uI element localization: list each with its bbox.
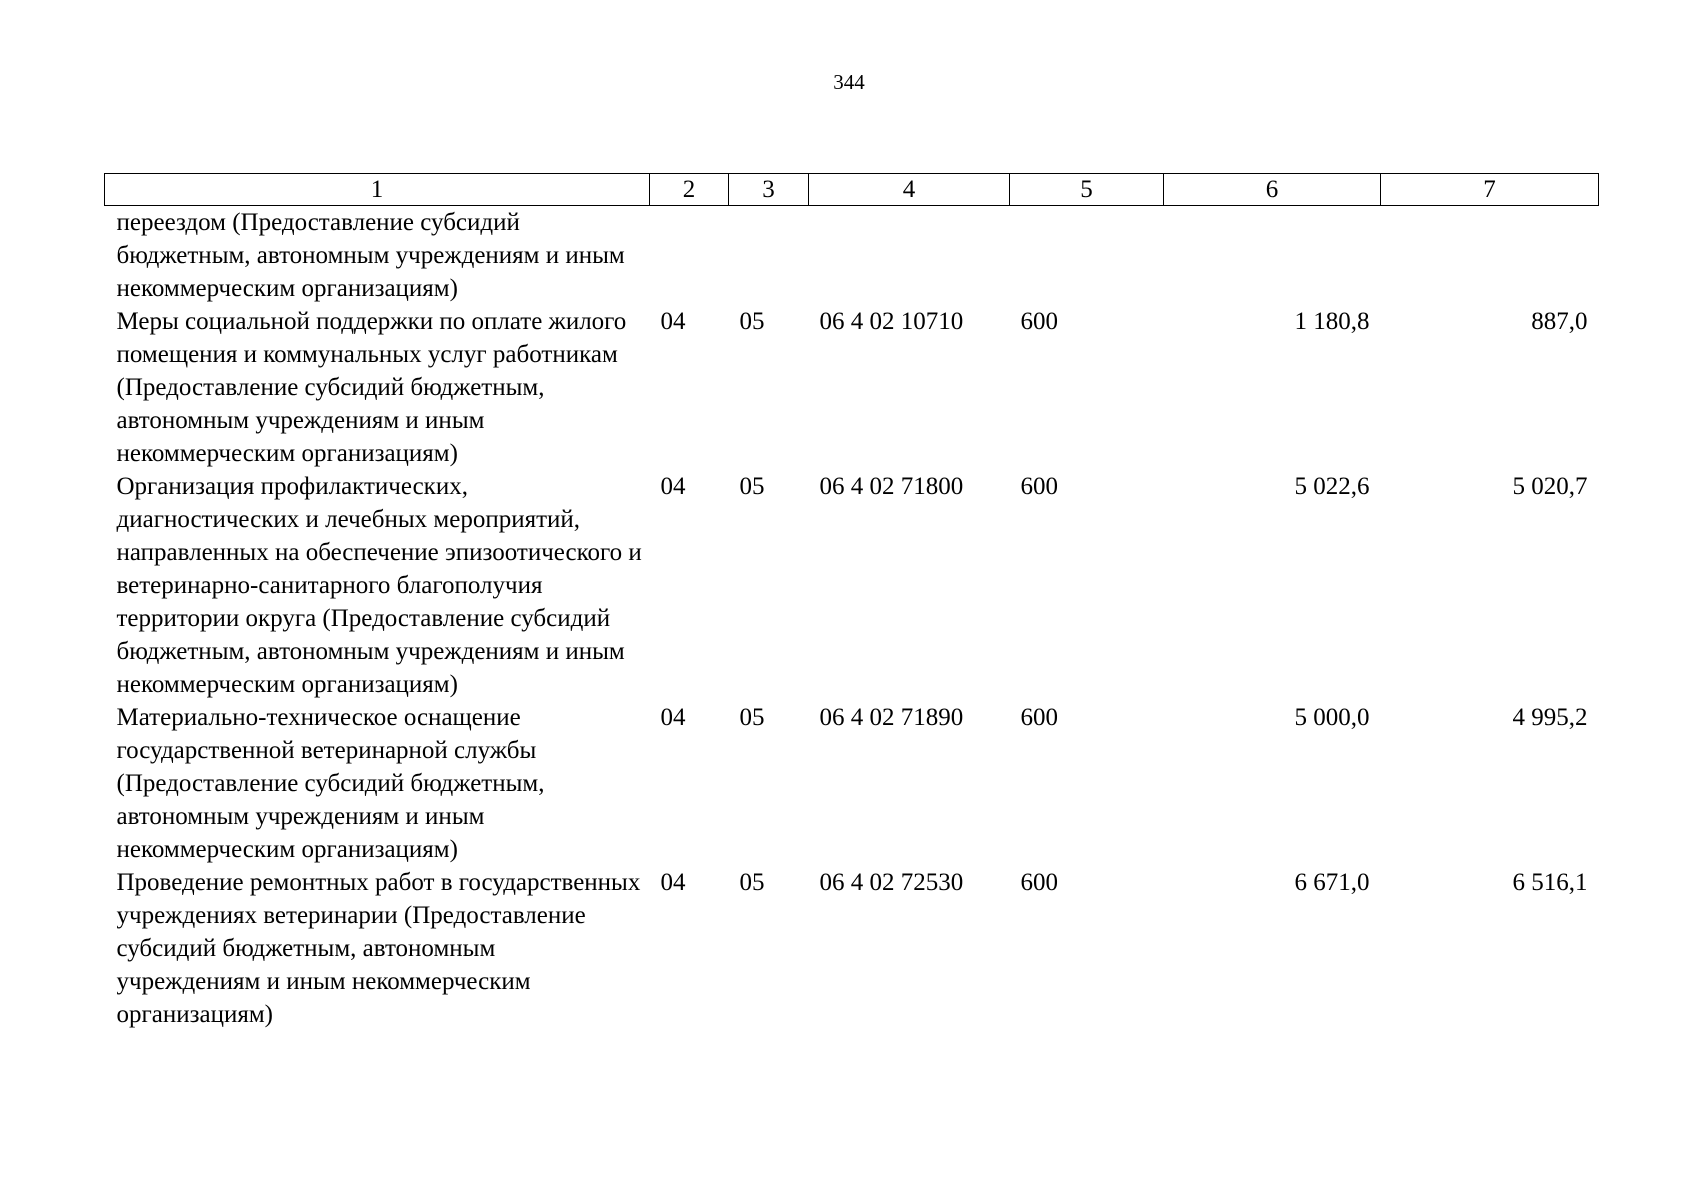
row-target xyxy=(809,206,1010,306)
page-number: 344 xyxy=(833,70,865,94)
column-header-2: 2 xyxy=(650,174,729,206)
column-header-6: 6 xyxy=(1164,174,1381,206)
row-section xyxy=(650,206,729,306)
budget-table xyxy=(104,173,1599,1031)
table-row xyxy=(105,305,1599,470)
row-target: 06 4 02 71890 xyxy=(819,704,964,731)
table-header xyxy=(105,174,1599,206)
row-subsection xyxy=(729,206,809,306)
row-name: Организация профилактических, диагностических и лечебных мероприятий, направленных на обеспечение эпизоотического и ветеринарно-санитарного благополучия территории округа (Предоставление субсидий бюджетным, автономным учреждениям и иным некоммерческим организациям) xyxy=(116,473,642,698)
row-value-6: 5 022,6 xyxy=(1294,473,1370,500)
row-value-6 xyxy=(1164,206,1381,306)
row-section: 04 xyxy=(660,473,686,500)
row-value-7: 5 020,7 xyxy=(1512,473,1588,500)
column-header-3: 3 xyxy=(729,174,809,206)
row-section: 04 xyxy=(660,869,686,896)
table-row xyxy=(105,206,1599,306)
table-row xyxy=(105,701,1599,866)
row-name: переездом (Предоставление субсидий бюджетным, автономным учреждениям и иным некоммерческим организациям) xyxy=(116,209,625,302)
column-header-5: 5 xyxy=(1010,174,1164,206)
row-value-6: 1 180,8 xyxy=(1294,308,1370,335)
row-expense-type: 600 xyxy=(1020,704,1058,731)
row-expense-type: 600 xyxy=(1020,473,1058,500)
row-name: Меры социальной поддержки по оплате жилого помещения и коммунальных услуг работникам (Предоставление субсидий бюджетным, автономным учреждениям и иным некоммерческим организациям) xyxy=(116,308,627,467)
column-header-1: 1 xyxy=(105,174,650,206)
column-header-7: 7 xyxy=(1381,174,1599,206)
row-subsection: 05 xyxy=(739,704,765,731)
table-row xyxy=(105,470,1599,701)
table-body xyxy=(105,206,1599,1032)
row-value-7: 6 516,1 xyxy=(1512,869,1588,896)
row-expense-type xyxy=(1010,206,1164,306)
row-subsection: 05 xyxy=(739,869,765,896)
row-target: 06 4 02 10710 xyxy=(819,308,964,335)
row-target: 06 4 02 71800 xyxy=(819,473,964,500)
row-expense-type: 600 xyxy=(1020,869,1058,896)
row-value-7: 4 995,2 xyxy=(1512,704,1588,731)
row-section: 04 xyxy=(660,308,686,335)
column-header-4: 4 xyxy=(809,174,1010,206)
row-value-7 xyxy=(1381,206,1599,306)
header-row xyxy=(105,174,1599,206)
row-target: 06 4 02 72530 xyxy=(819,869,964,896)
row-name: Проведение ремонтных работ в государственных учреждениях ветеринарии (Предоставление субсидий бюджетным, автономным учреждениям и иным некоммерческим организациям) xyxy=(116,869,641,1028)
row-section: 04 xyxy=(660,704,686,731)
row-expense-type: 600 xyxy=(1020,308,1058,335)
row-value-6: 6 671,0 xyxy=(1294,869,1370,896)
row-subsection: 05 xyxy=(739,308,765,335)
row-value-7: 887,0 xyxy=(1531,308,1588,335)
table-row xyxy=(105,866,1599,1031)
row-subsection: 05 xyxy=(739,473,765,500)
row-value-6: 5 000,0 xyxy=(1294,704,1370,731)
row-name: Материально-техническое оснащение государственной ветеринарной службы (Предоставление субсидий бюджетным, автономным учреждениям и иным некоммерческим организациям) xyxy=(116,704,545,863)
